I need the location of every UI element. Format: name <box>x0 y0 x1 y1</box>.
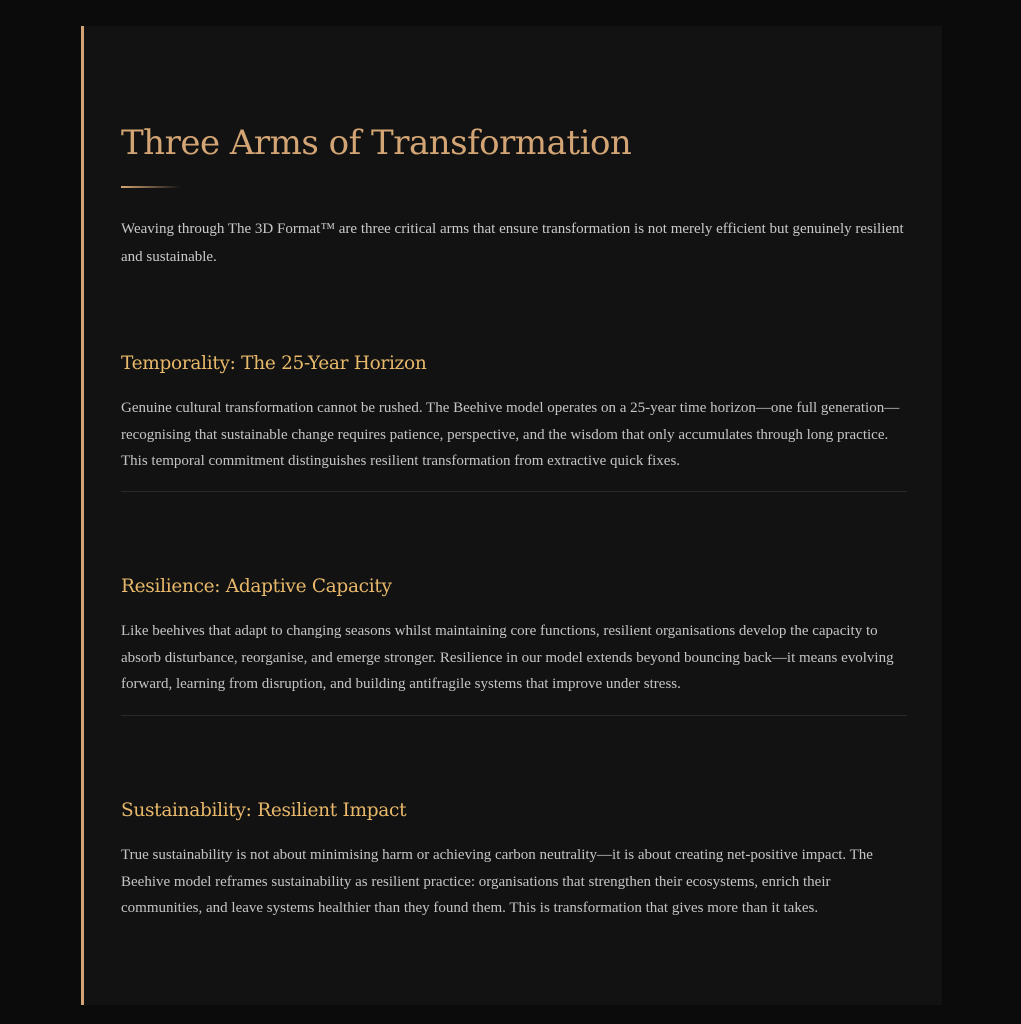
intro-paragraph: Weaving through The 3D Format™ are three critical arms that ensure transformation is not merely efficient but genuinely resilient and sustainable. <box>121 221 904 265</box>
section-sustainability <box>121 798 907 922</box>
section-heading: Temporality: The 25-Year Horizon <box>121 353 427 374</box>
title-underline <box>121 186 181 188</box>
section-temporality <box>121 351 907 475</box>
page-title: Three Arms of Transformation <box>121 123 632 163</box>
section-heading: Resilience: Adaptive Capacity <box>121 576 392 597</box>
content-panel <box>81 26 942 1005</box>
section-divider <box>121 491 907 492</box>
section-body: True sustainability is not about minimising harm or achieving carbon neutrality—it is about creating net-positive impact. The Beehive model reframes sustainability as resilient practice: organisations that strengthen their ecosystems, enrich their communities, and leave systems healthier than they found them. This is transformation that gives more than it takes. <box>121 847 873 916</box>
section-resilience <box>121 574 907 698</box>
section-divider <box>121 715 907 716</box>
section-body: Genuine cultural transformation cannot be rushed. The Beehive model operates on a 25-year time horizon—one full generation—recognising that sustainable change requires patience, perspective, and the wisdom that only accumulates through long practice. This temporal commitment distinguishes resilient transformation from extractive quick fixes. <box>121 400 900 469</box>
section-body: Like beehives that adapt to changing seasons whilst maintaining core functions, resilient organisations develop the capacity to absorb disturbance, reorganise, and emerge stronger. Resilience in our model extends beyond bouncing back—it means evolving forward, learning from disruption, and building antifragile systems that improve under stress. <box>121 623 894 692</box>
section-heading: Sustainability: Resilient Impact <box>121 800 407 821</box>
